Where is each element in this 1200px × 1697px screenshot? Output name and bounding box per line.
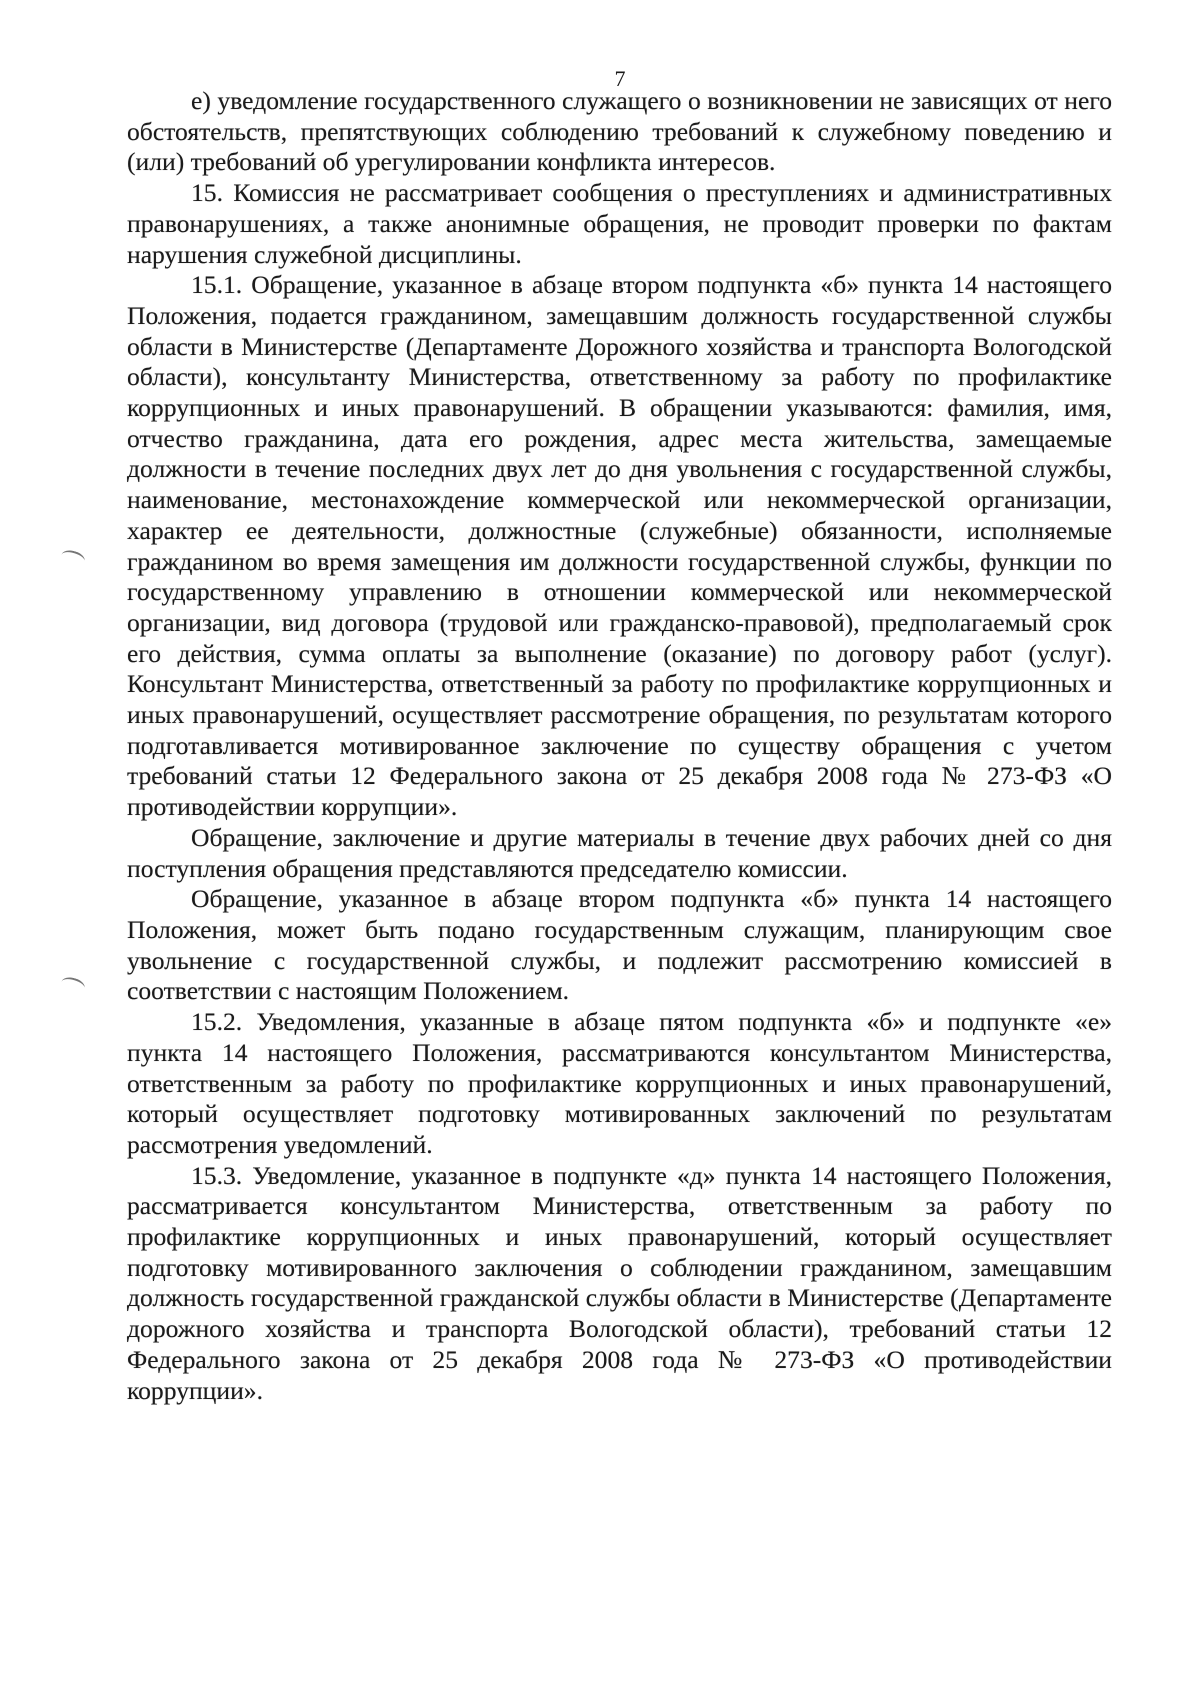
page-number: 7: [614, 66, 626, 91]
document-body: [127, 86, 1112, 1406]
paragraph-15: 15. Комиссия не рассматривает сообщения о преступлениях и административных правонарушениях, а также анонимные обращения, не проводит проверки по фактам нарушения служебной дисциплины.: [127, 178, 1112, 269]
paragraph-15-3: 15.3. Уведомление, указанное в подпункте «д» пункта 14 настоящего Положения, рассматривается консультантом Министерства, ответственным за работу по профилактике коррупционных и иных правонарушений, который осуществляет подготовку мотивированного заключения о соблюдении гражданином, замещавшим должность государственной гражданской службы области в Министерстве (Департаменте дорожного хозяйства и транспорта Вологодской области), требований статьи 12 Федерального закона от 25 декабря 2008 года № 273-ФЗ «О противодействии коррупции».: [127, 1160, 1112, 1405]
paragraph-item-e: е) уведомление государственного служащего о возникновении не зависящих от него обстоятельств, препятствующих соблюдению требований к служебному поведению и (или) требований об урегулировании конфликта интересов.: [127, 86, 1112, 177]
scan-artifact-mark: [60, 548, 87, 568]
paragraph-15-1-materials: Обращение, заключение и другие материалы в течение двух рабочих дней со дня поступления обращения представляются председателю комиссии.: [127, 822, 1112, 883]
paragraph-15-1: 15.1. Обращение, указанное в абзаце втором подпункта «б» пункта 14 настоящего Положения, подается гражданином, замещавшим должность государственной службы области в Министерстве (Департаменте Дорожного хозяйства и транспорта Вологодской области), консультанту Министерства, ответственному за работу по профилактике коррупционных и иных правонарушений. В обращении указываются: фамилия, имя, отчество гражданина, дата его рождения, адрес места жительства, замещаемые должности в течение последних двух лет до дня увольнения с государственной службы, наименование, местонахождение коммерческой или некоммерческой организации, характер ее деятельности, должностные (служебные) обязанности, исполняемые гражданином во время замещения им должности государственной службы, функции по государственному управлению в отношении коммерческой или некоммерческой организации, вид договора (трудовой или гражданско-правовой), предполагаемый срок его действия, сумма оплаты за выполнение (оказание) по договору работ (услуг). Консультант Министерства, ответственный за работу по профилактике коррупционных и иных правонарушений, осуществляет рассмотрение обращения, по результатам которого подготавливается мотивированное заключение по существу обращения с учетом требований статьи 12 Федерального закона от 25 декабря 2008 года № 273-ФЗ «О противодействии коррупции».: [127, 270, 1112, 822]
paragraph-15-2: 15.2. Уведомления, указанные в абзаце пятом подпункта «б» и подпункте «е» пункта 14 настоящего Положения, рассматриваются консультантом Министерства, ответственным за работу по профилактике коррупционных и иных правонарушений, который осуществляет подготовку мотивированных заключений по результатам рассмотрения уведомлений.: [127, 1007, 1112, 1159]
paragraph-15-1-employee-appeal: Обращение, указанное в абзаце втором подпункта «б» пункта 14 настоящего Положения, может быть подано государственным служащим, планирующим свое увольнение с государственной службы, и подлежит рассмотрению комиссией в соответствии с настоящим Положением.: [127, 884, 1112, 1006]
scan-artifact-mark: [60, 975, 87, 995]
